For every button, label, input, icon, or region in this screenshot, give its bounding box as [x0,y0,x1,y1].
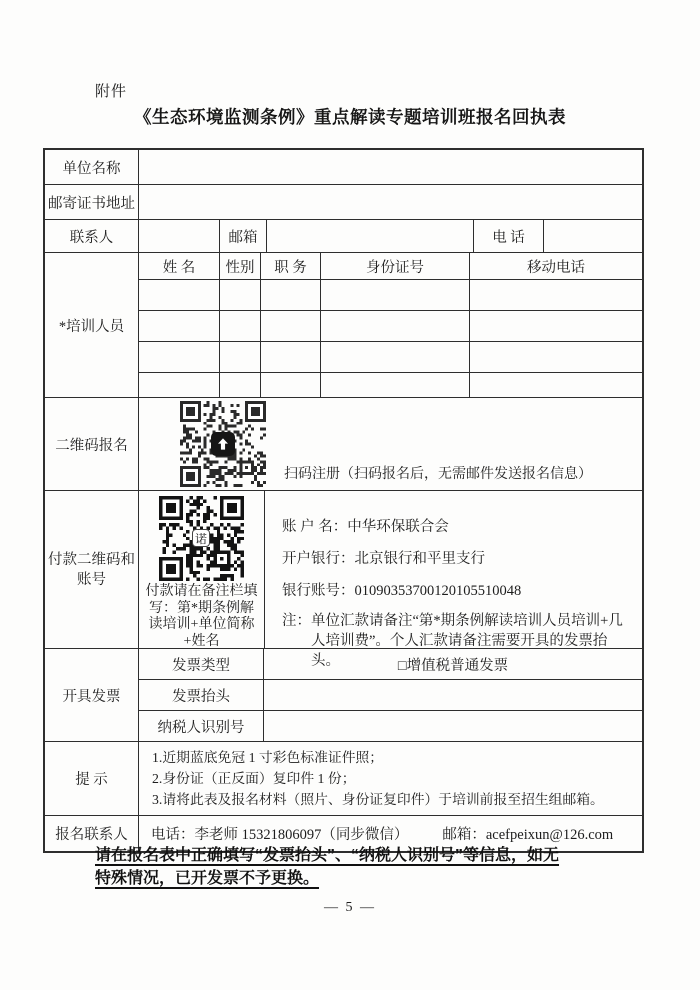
trainee-empty-row [139,279,642,310]
trainees-grid [139,253,642,397]
trainee-empty-row [139,341,642,372]
trainee-id-cell [321,280,470,310]
col-header-gender: 性别 [220,253,261,279]
trainee-mobile-cell [470,342,642,372]
invoice-title-value [264,680,642,710]
invoice-block [45,648,642,741]
unit-name-input-area [139,150,642,184]
tips-label: 提 示 [45,742,139,815]
trainee-duty-cell [261,342,321,372]
email-input-area [267,220,474,252]
phone-label: 电 话 [474,220,544,252]
qr-center-arrow-icon [211,432,235,456]
col-header-mobile: 移动电话 [527,259,585,276]
scan-register-note: 扫码注册（扫码报名后，无需邮件发送报名信息） [284,467,592,482]
footer-note-line2: 特殊情况，已开发票不予更换。 [95,870,320,887]
payment-qr-caption: 付款请在备注栏填写：第*期条例解读培训+单位简称+姓名 [145,584,258,649]
payment-qr-column [139,491,265,648]
trainee-id-cell [321,342,470,372]
taxpayer-id-row [139,710,642,741]
payment-qr-code [159,496,244,581]
mail-address-input-area [139,185,642,219]
trainee-duty-cell [261,373,321,397]
tip-item-2: 2.身份证（正反面）复印件 1 份； [152,771,356,786]
trainee-id-cell [321,373,470,397]
signup-contact-email: 邮箱：acefpeixun@126.com [442,827,614,843]
payment-label-line2: 账号 [77,571,106,588]
col-header-name: 姓 名 [139,253,220,279]
trainee-duty-cell [261,311,321,341]
unit-name-row [45,150,642,184]
invoice-label: 开具发票 [45,649,139,741]
invoice-title-row [139,679,642,710]
qr-center-badge: 诺 [192,529,210,547]
tips-row [45,741,642,815]
invoice-type-value: □增值税普通发票 [397,657,509,674]
tips-content [139,742,642,815]
qr-signup-label: 二维码报名 [45,398,139,490]
trainees-header-row [139,253,642,279]
trainee-gender-cell [220,342,261,372]
qr-signup-row [45,397,642,490]
mail-address-label: 邮寄证书地址 [45,185,139,219]
trainee-empty-row [139,310,642,341]
payment-label [45,491,139,648]
trainee-name-cell [139,373,220,397]
col-header-duty: 职 务 [261,253,321,279]
payment-label-line1: 付款二维码和 [48,551,135,568]
col-header-id-number: 身份证号 [321,253,470,279]
tip-item-3: 3.请将此表及报名材料（照片、身份证复印件）于培训前报至招生组邮箱。 [152,792,604,807]
payment-note: 注：单位汇款请备注“第*期条例解读培训人员培训+几人培训费”。个人汇款请备注需要开具的发票抬头。 [282,613,623,669]
trainee-mobile-cell [470,280,642,310]
qr-signup-cell [139,398,642,490]
page-number: — 5 — [324,900,376,915]
trainee-gender-cell [220,373,261,397]
trainee-mobile-cell [470,373,642,397]
trainees-block [45,252,642,397]
invoice-title-label: 发票抬头 [139,680,264,710]
unit-name-label: 单位名称 [45,150,139,184]
invoice-grid [139,649,642,741]
taxpayer-id-value [264,711,642,741]
account-name: 账 户 名：中华环保联合会 [282,519,449,535]
form-title: 《生态环境监测条例》重点解读专题培训班报名回执表 [134,107,566,127]
trainee-name-cell [139,280,220,310]
trainee-name-cell [139,342,220,372]
trainee-gender-cell [220,311,261,341]
contact-label: 联系人 [45,220,139,252]
email-label: 邮箱 [220,220,267,252]
contact-input-area [139,220,220,252]
signup-contact-label: 报名联系人 [45,816,139,851]
trainees-label: *培训人员 [45,253,139,397]
phone-input-area [544,220,642,252]
trainee-empty-row [139,372,642,397]
attachment-label: 附件 [95,84,128,100]
bank-name: 开户银行：北京银行和平里支行 [282,551,485,567]
signup-contact-phone: 电话：李老师 15321806097（同步微信） [151,827,409,843]
taxpayer-id-label: 纳税人识别号 [139,711,264,741]
trainee-gender-cell [220,280,261,310]
registration-table [43,148,644,853]
trainee-mobile-cell [470,311,642,341]
invoice-type-row [139,649,642,679]
trainee-name-cell [139,311,220,341]
bank-account-number: 银行账号：01090353700120105510048 [282,583,522,599]
mail-address-row [45,184,642,219]
footer-note-line1: 请在报名表中正确填写“发票抬头”、“纳税人识别号”等信息，如无 [95,847,560,864]
signup-qr-code [180,401,266,487]
footer-important-note [95,844,640,890]
tip-item-1: 1.近期蓝底免冠 1 寸彩色标准证件照； [152,750,384,765]
contact-row [45,219,642,252]
invoice-type-label: 发票类型 [139,649,264,679]
trainee-id-cell [321,311,470,341]
trainee-duty-cell [261,280,321,310]
